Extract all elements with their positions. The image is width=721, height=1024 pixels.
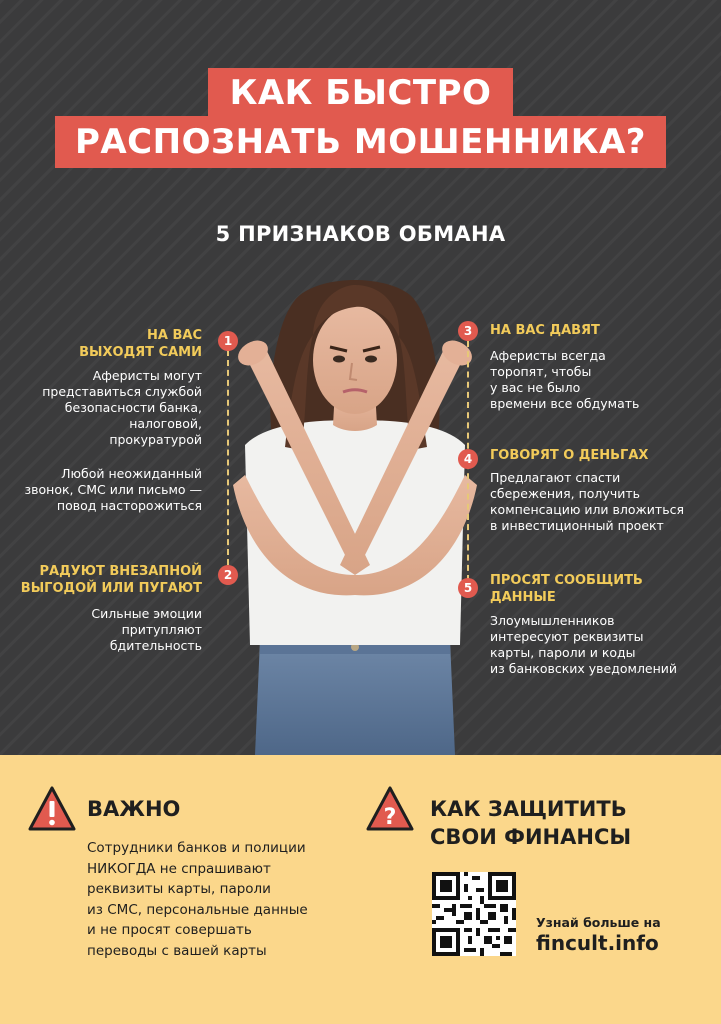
protect-heading [430, 795, 631, 851]
sign-1-heading [2, 327, 202, 361]
sign-1-text-b-line: Любой неожиданный [61, 466, 202, 481]
sign-2-badge: 2 [218, 565, 238, 585]
sign-3-heading: НА ВАС ДАВЯТ [490, 323, 600, 338]
sign-3-text-line: Аферисты всегда [490, 348, 606, 363]
important-text-line: и не просят совершать [87, 922, 252, 938]
sign-5-heading [490, 572, 715, 606]
sign-2-heading [0, 563, 202, 597]
sign-4-text-line: в инвестиционный проект [490, 518, 664, 533]
title-line-1-bar [0, 68, 721, 118]
sign-5-heading-line-1: ПРОСЯТ СООБЩИТЬ [490, 573, 643, 588]
sign-1-badge: 1 [218, 331, 238, 351]
sign-1-text-a-line: представиться службой [42, 384, 202, 399]
sign-5-text [490, 613, 718, 677]
important-text-line: реквизиты карты, пароли [87, 881, 271, 897]
sign-1-text-a-line: прокуратурой [109, 432, 202, 447]
sign-1-text-b-line: звонок, СМС или письмо — [24, 482, 202, 497]
sign-1-text-a-line: Аферисты могут [92, 368, 202, 383]
learn-more-label: Узнай больше на [536, 915, 661, 930]
sign-4-heading: ГОВОРЯТ О ДЕНЬГАХ [490, 448, 649, 463]
important-text-line: НИКОГДА не спрашивают [87, 860, 271, 877]
protect-heading-line-2: СВОИ ФИНАНСЫ [430, 825, 632, 849]
timeline-left-line [227, 350, 229, 565]
sign-2-text [2, 606, 202, 654]
sign-1-text-a [2, 368, 202, 448]
sign-4-badge: 4 [458, 449, 478, 469]
sign-1-text-a-line: безопасности банка, [64, 400, 202, 415]
sign-1-heading-line-2: ВЫХОДЯТ САМИ [79, 345, 202, 360]
woman-crossed-arms-image [205, 275, 505, 755]
sign-2-heading-line-2: ВЫГОДОЙ ИЛИ ПУГАЮТ [20, 581, 202, 596]
sign-5-text-line: карты, пароли и коды [490, 645, 636, 660]
sign-4-text-line: компенсацию или вложиться [490, 502, 684, 517]
protect-heading-line-1: КАК ЗАЩИТИТЬ [430, 797, 627, 821]
sign-5-text-line: Злоумышленников [490, 613, 615, 628]
important-text-line: переводы с вашей карты [87, 942, 267, 959]
important-text-line: Сотрудники банков и полиции [87, 840, 306, 856]
sign-2-text-line: бдительность [109, 638, 202, 653]
sign-3-badge: 3 [458, 321, 478, 341]
sign-1-text-a-line: налоговой, [129, 416, 202, 431]
sign-3-text [490, 348, 710, 412]
sign-3-text-line: торопят, чтобы [490, 364, 592, 379]
warning-question-icon [365, 785, 415, 835]
title-line-2: РАСПОЗНАТЬ МОШЕННИКА? [55, 116, 666, 168]
sign-2-text-line: Сильные эмоции [91, 606, 202, 621]
sign-5-heading-line-2: ДАННЫЕ [490, 590, 556, 605]
site-link[interactable]: fincult.info [536, 931, 659, 955]
sign-1-heading-line-1: НА ВАС [147, 328, 202, 343]
title-line-2-bar [0, 116, 721, 168]
sign-4-text-line: сбережения, получить [490, 486, 640, 501]
sign-4-text [490, 470, 718, 534]
sign-5-badge: 5 [458, 578, 478, 598]
qr-code[interactable] [432, 872, 516, 956]
sign-1-text-b [0, 466, 202, 514]
sign-2-text-line: притупляют [121, 622, 202, 637]
sign-1-text-b-line: повод насторожиться [56, 498, 202, 513]
title-line-1: КАК БЫСТРО [208, 68, 514, 118]
sign-3-text-line: времени все обдумать [490, 396, 640, 411]
sign-2-heading-line-1: РАДУЮТ ВНЕЗАПНОЙ [39, 564, 202, 579]
warning-icon [27, 785, 77, 835]
sign-3-text-line: у вас не было [490, 380, 581, 395]
sign-5-text-line: из банковских уведомлений [490, 661, 678, 676]
sign-5-text-line: интересуют реквизиты [490, 629, 644, 644]
subtitle: 5 ПРИЗНАКОВ ОБМАНА [215, 222, 506, 246]
important-heading: ВАЖНО [87, 797, 181, 821]
svg-text:?: ? [383, 805, 397, 830]
important-text-line: из СМС, персональные данные [87, 901, 308, 918]
sign-4-text-line: Предлагают спасти [490, 470, 621, 485]
important-text [87, 838, 337, 961]
